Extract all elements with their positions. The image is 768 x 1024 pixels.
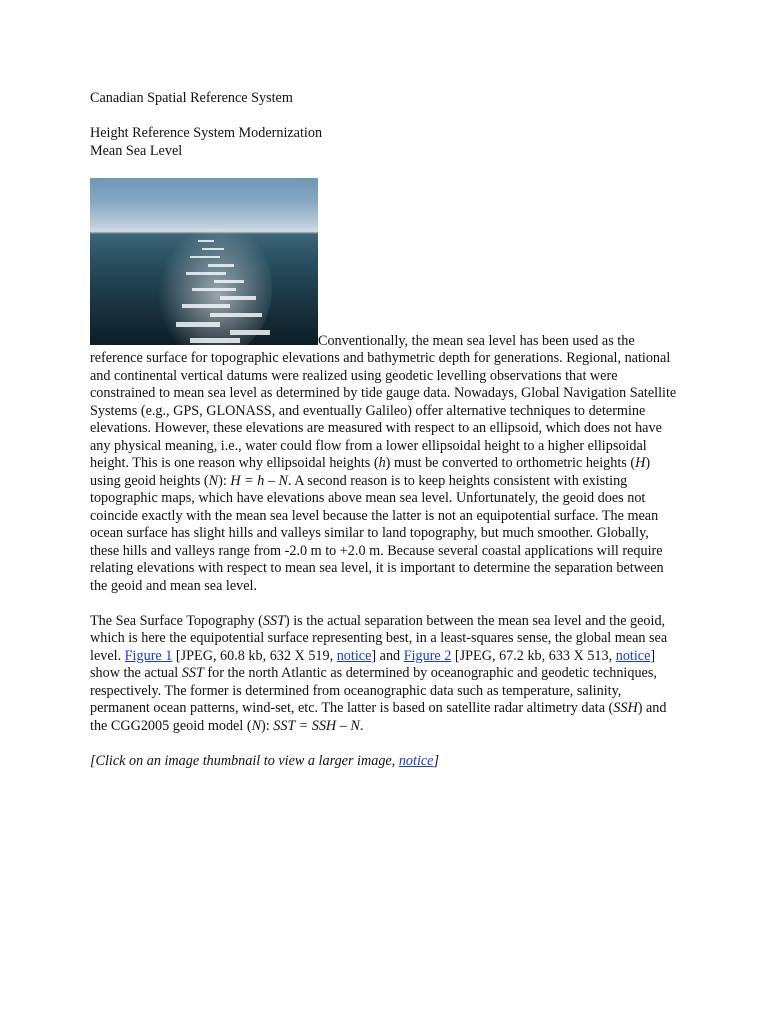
figure-1-link[interactable]: Figure 1 [124, 647, 173, 664]
document-page [90, 90, 680, 770]
thumbnail-note: [Click on an image thumbnail to view a larger image, notice] [90, 752, 440, 769]
sst-equation: SST = SSH – N [273, 717, 360, 734]
ocean-surface-photo [90, 178, 318, 345]
sst-paragraph: The Sea Surface Topography (SST) is the actual separation between the mean sea level and the geoid, which is here the equipotential surface representing best, in a least-squares sense, the global mean sea level. Figure 1 [JPEG, 60.8 kb, 632 X 519, notice] and Figure 2 [JPEG, 67.2 kb, 633 X 513, notice] show the actual SST for the north Atlantic as determined by oceanographic and geodetic techniques, respectively. The former is determined from oceanographic data such as temperature, salinity, permanent ocean patterns, wind-set, etc. The latter is based on satellite radar altimetry data (SSH) and the CGG2005 geoid model (N): SST = SSH – N. [90, 612, 668, 734]
notice-link-3[interactable]: notice [398, 752, 434, 769]
notice-link-2[interactable]: notice [615, 647, 651, 664]
figure-2-link[interactable]: Figure 2 [403, 647, 452, 664]
height-equation: H = h – N [230, 472, 288, 489]
section-heading: Height Reference System Modernization [90, 125, 323, 141]
intro-paragraph: Conventionally, the mean sea level has been used as the reference surface for topographic elevations and bathymetric depth for generations. Regional, national and continental vertical datums were realized using geodetic levelling observations that were constrained to mean sea level as determined by tide gauge data. Nowadays, Global Navigation Satellite Systems (e.g., GPS, GLONASS, and eventually Galileo) offer alternative techniques to determine elevations. However, these elevations are measured with respect to an ellipsoid, which does not have any physical meaning, i.e., water could flow from a lower ellipsoidal height to a higher ellipsoidal height. This is one reason why ellipsoidal heights (h) must be converted to orthometric heights (H) using geoid heights (N): H = h – N. A second reason is to keep heights consistent with existing topographic maps, which have elevations above mean sea level. Unfortunately, the geoid does not coincide exactly with the mean sea level because the latter is not an equipotential surface. The mean ocean surface has slight hills and valleys similar to land topography, but much smoother. Globally, these hills and valleys range from -2.0 m to +2.0 m. Because several coastal applications will require relating elevations with respect to mean sea level, it is important to determine the separation between the geoid and mean sea level. [90, 178, 680, 596]
page-title: Canadian Spatial Reference System [90, 90, 293, 106]
notice-link-1[interactable]: notice [336, 647, 372, 664]
subsection-heading: Mean Sea Level [90, 142, 183, 159]
